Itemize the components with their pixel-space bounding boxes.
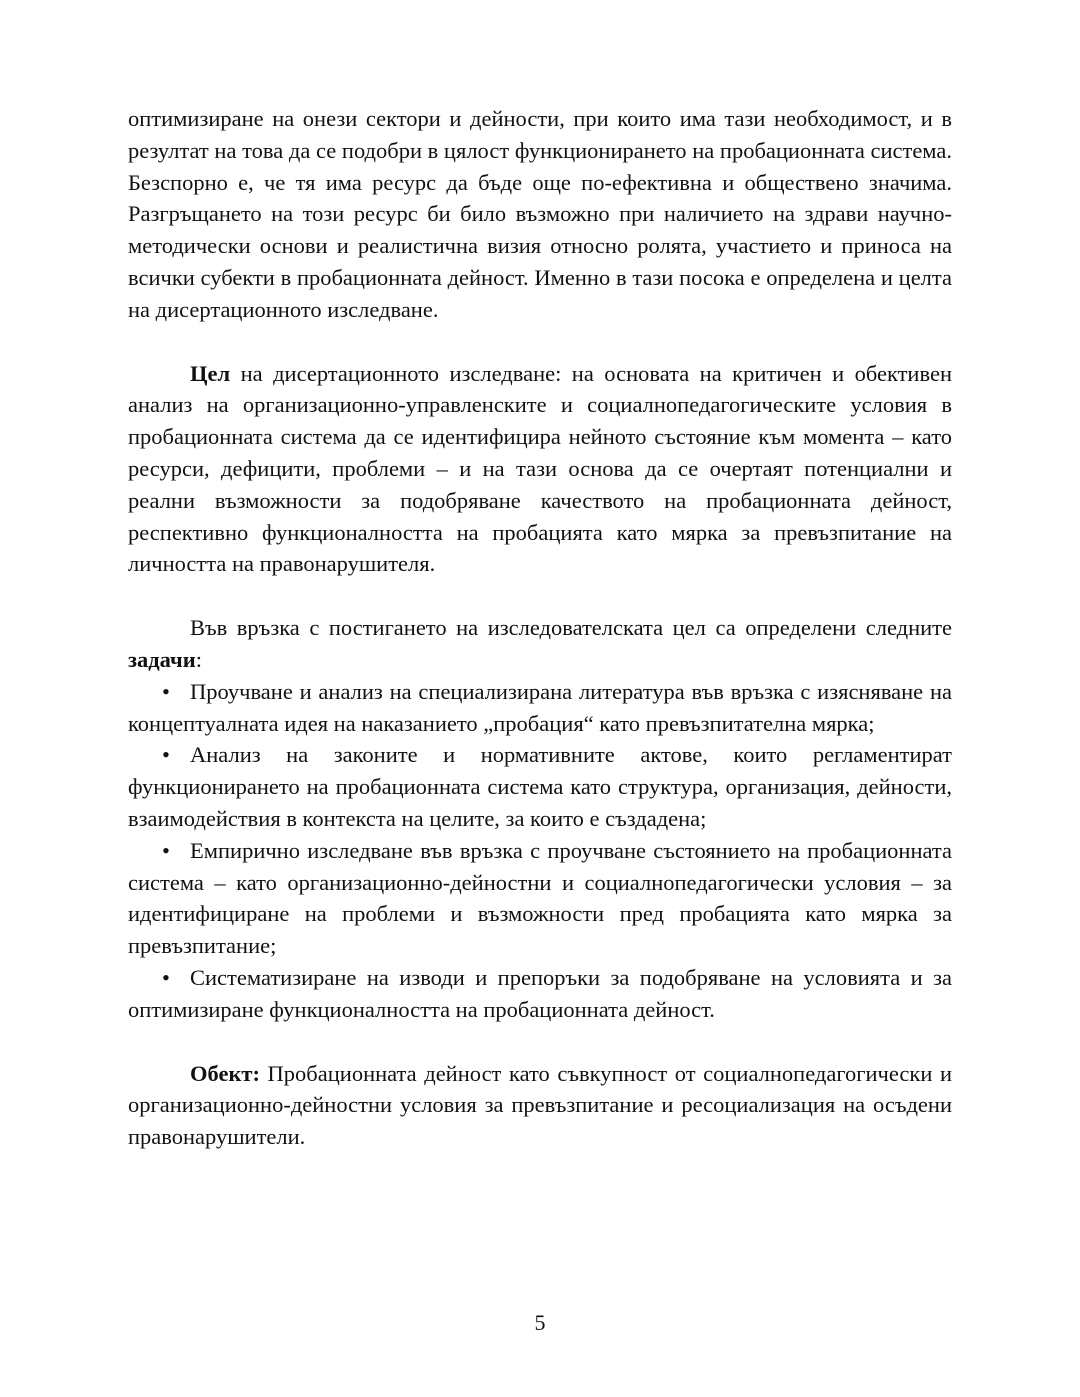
tasks-intro-paragraph (128, 612, 952, 676)
list-item (128, 739, 952, 834)
object-paragraph (128, 1058, 952, 1153)
tasks-list (128, 676, 952, 1026)
goal-paragraph (128, 358, 952, 581)
goal-text: на дисертационното изследване: на основата на критичен и обективен анализ на организационно-управленските и социалнопедагогическите условия в пробационната система да се идентифицира нейното състояние към момента – като ресурси, дефицити, проблеми – и на тази основа да се очертаят потенциални и реални възможности за подобряване качеството на пробационната дейност, респективно функционалността на пробацията като мярка за превъзпитание на личността на правонарушителя. (128, 360, 952, 577)
document-page (128, 103, 952, 1153)
list-item (128, 676, 952, 740)
tasks-intro-colon: : (195, 646, 202, 672)
list-item (128, 962, 952, 1026)
page-number: 5 (534, 1310, 546, 1335)
goal-label: Цел (190, 360, 231, 386)
task-text: Емпирично изследване във връзка с проучване състоянието на пробационната система – като организационно-дейностни и социалнопедагогически условия – за идентифициране на проблеми и възможности пред пробацията като мярка за превъзпитание; (128, 837, 952, 959)
bullet-icon: • (162, 678, 170, 704)
object-label: Обект: (190, 1060, 260, 1086)
object-text: Пробационната дейност като съвкупност от социалнопедагогически и организационно-дейностни условия за превъзпитание и ресоциализация на осъдени правонарушители. (128, 1060, 952, 1150)
tasks-label: задачи (128, 646, 196, 672)
list-item (128, 835, 952, 962)
bullet-icon: • (162, 964, 170, 990)
tasks-intro-text: Във връзка с постигането на изследователската цел са определени следните (190, 615, 952, 641)
task-text: Анализ на законите и нормативните актове, които регламентират функционирането на пробационната система като структура, организация, дейности, взаимодействия в контекста на целите, за които е създадена; (128, 742, 952, 831)
task-text: Систематизиране на изводи и препоръки за подобряване на условията и за оптимизиране функционалността на пробационната дейност. (128, 964, 952, 1022)
task-text: Проучване и анализ на специализирана литература във връзка с изясняване на концептуалната идея на наказанието „пробация“ като превъзпитателна мярка; (128, 678, 952, 736)
bullet-icon: • (162, 837, 170, 863)
intro-paragraph: оптимизиране на онези сектори и дейности, при които има тази необходимост, и в резултат на това да се подобри в цялост функционирането на пробационната система. Безспорно е, че тя има ресурс да бъде още по-ефективна и обществено значима. Разгръщането на този ресурс би било възможно при наличието на здрави научно-методически основи и реалистична визия относно ролята, участието и приноса на всички субекти в пробационната дейност. Именно в тази посока е определена и целта на дисертационното изследване. (128, 106, 952, 322)
bullet-icon: • (162, 742, 170, 768)
